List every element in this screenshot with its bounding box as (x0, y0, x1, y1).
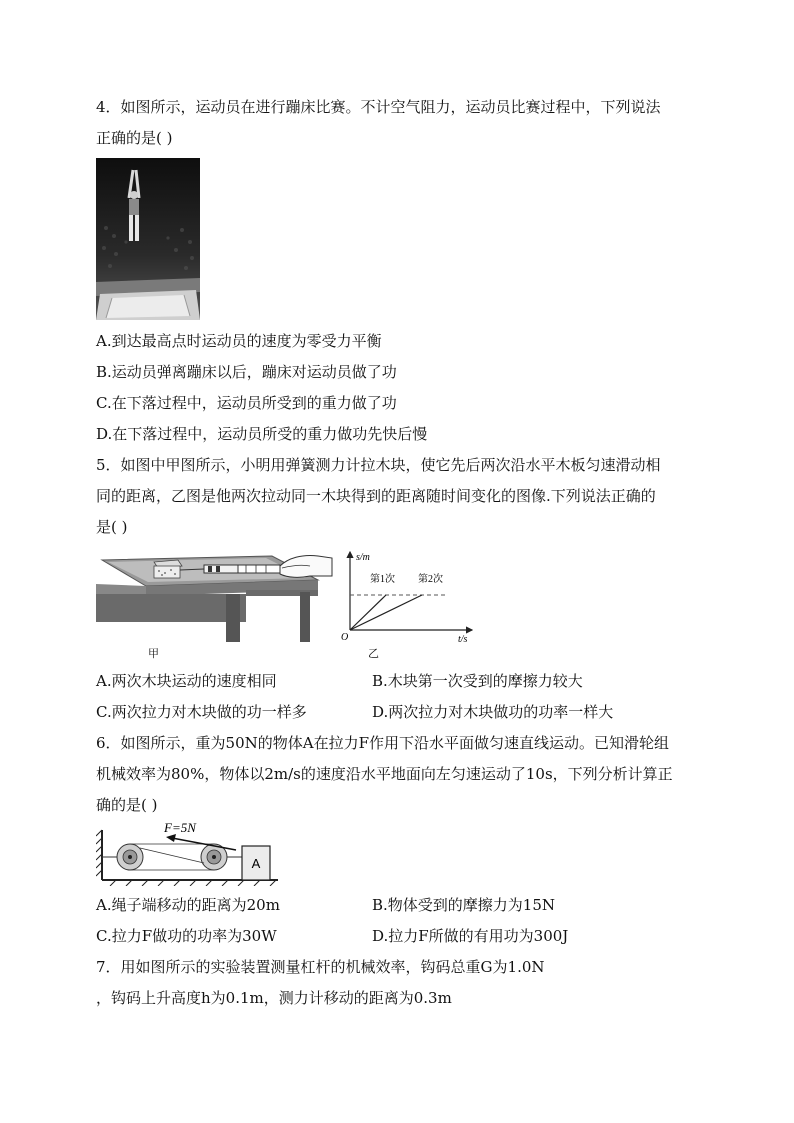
q6-stem-line-2: 机械效率为80%，物体以2m/s的速度沿水平地面向左匀速运动了10s，下列分析计算正 (96, 765, 673, 783)
q4-stem-line-1: 4．如图所示，运动员在进行蹦床比赛。不计空气阻力，运动员比赛过程中，下列说法 (96, 98, 661, 116)
figure-yi-label: 乙 (368, 647, 379, 660)
wood-block (154, 560, 182, 578)
figure-jia-label: 甲 (148, 647, 159, 660)
q5-option-a: A.两次木块运动的速度相同 (96, 672, 277, 690)
q4-stem-line-2: 正确的是( ) (96, 129, 173, 147)
y-axis-label: s/m (356, 552, 370, 563)
q5-option-c: C.两次拉力对木块做的功一样多 (96, 703, 307, 721)
q4-option-b: B.运动员弹离蹦床以后，蹦床对运动员做了功 (96, 363, 397, 381)
q4-option-d: D.在下落过程中，运动员所受的重力做功先快后慢 (96, 425, 428, 443)
q4-option-c: C.在下落过程中，运动员所受到的重力做了功 (96, 394, 397, 412)
q7-stem-line-1: 7．用如图所示的实验装置测量杠杆的机械效率，钩码总重G为1.0N (96, 958, 545, 976)
q6-option-d: D.拉力F所做的有用功为300J (372, 927, 569, 945)
q6-option-b: B.物体受到的摩擦力为15N (372, 896, 556, 914)
series-first-line (350, 595, 386, 630)
series-first-label: 第1次 (370, 574, 395, 585)
q7-stem-line-2: ，钩码上升高度h为0.1m，测力计移动的距离为0.3m (96, 989, 452, 1007)
q5-option-d: D.两次拉力对木块做功的功率一样大 (372, 703, 614, 721)
q6-option-c: C.拉力F做功的功率为30W (96, 927, 277, 945)
block-a-label: A (251, 856, 261, 871)
q5-stem-line-1: 5．如图中甲图所示，小明用弹簧测力计拉木块，使它先后两次沿水平木板匀速滑动相 (96, 456, 661, 474)
series-second-line (350, 595, 422, 630)
q5-stem-line-2: 同的距离，乙图是他两次拉动同一木块得到的距离随时间变化的图像.下列说法正确的 (96, 487, 656, 505)
x-axis-label: t/s (458, 634, 468, 644)
origin-label: O (341, 632, 349, 643)
q6-stem-line-1: 6．如图所示，重为50N的物体A在拉力F作用下沿水平面做匀速直线运动。已知滑轮组 (96, 734, 669, 752)
figure-yi-graph (338, 546, 478, 644)
q5-stem-line-3: 是( ) (96, 518, 128, 536)
q4-option-a: A.到达最高点时运动员的速度为零受力平衡 (96, 332, 382, 350)
q6-stem-line-3: 确的是( ) (96, 796, 158, 814)
figure-jia-table (96, 544, 336, 662)
q6-option-a: A.绳子端移动的距离为20m (96, 896, 280, 914)
trampoline-photo (96, 158, 200, 320)
figure-pulley-system (96, 820, 286, 886)
force-label: F=5N (164, 820, 196, 835)
series-second-label: 第2次 (418, 574, 443, 585)
q5-option-b: B.木块第一次受到的摩擦力较大 (372, 672, 583, 690)
